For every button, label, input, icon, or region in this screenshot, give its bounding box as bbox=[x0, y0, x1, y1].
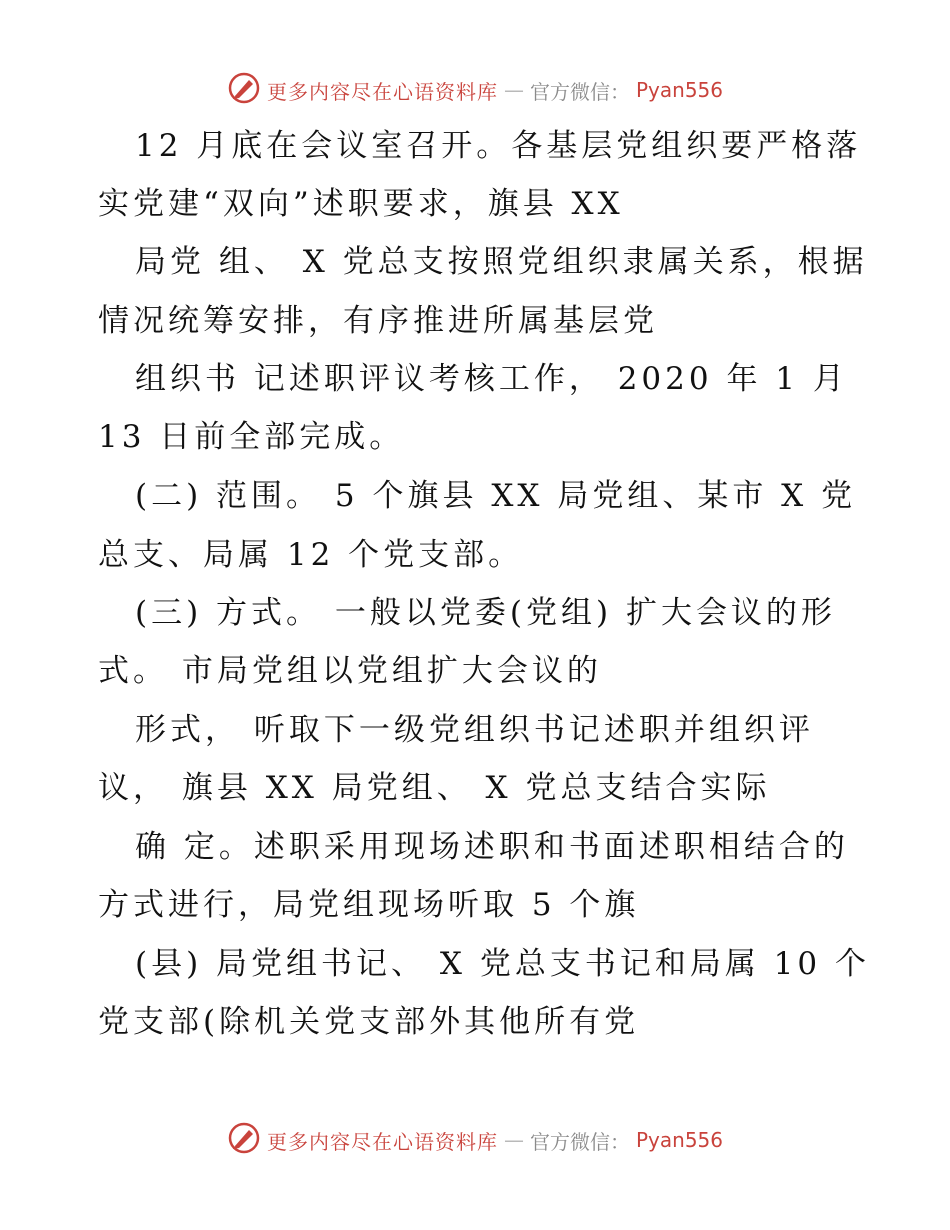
watermark-official-label: 官方微信： bbox=[529, 79, 630, 104]
text-line: 组织书 记述职评议考核工作， 2020 年 1 月 bbox=[135, 361, 848, 397]
watermark-wechat-id: Pyan556 bbox=[635, 1128, 723, 1152]
text-line: 实党建“双向”述职要求，旗县 XX bbox=[98, 186, 624, 222]
text-line: 形式， 听取下一级党组织书记述职并组织评 bbox=[135, 712, 814, 748]
text-line: 确 定。述职采用现场述职和书面述职相结合的 bbox=[135, 829, 849, 865]
text-line: 12 月底在会议室召开。各基层党组织要严格落 bbox=[135, 128, 862, 164]
text-line: (县) 局党组书记、 X 党总支书记和局属 10 个 bbox=[135, 946, 870, 982]
text-line: 13 日前全部完成。 bbox=[98, 419, 405, 455]
text-line: (二) 范围。 5 个旗县 XX 局党组、某市 X 党 bbox=[135, 478, 857, 514]
watermark-text: 更多内容尽在心语资料库 bbox=[266, 1129, 498, 1154]
text-line: 局党 组、 X 党总支按照党组织隶属关系，根据 bbox=[135, 244, 868, 280]
watermark-dash: — bbox=[503, 78, 524, 102]
text-line: 总支、局属 12 个党支部。 bbox=[98, 537, 524, 573]
text-line: 议， 旗县 XX 局党组、 X 党总支结合实际 bbox=[98, 770, 771, 806]
text-line: 党支部(除机关党支部外其他所有党 bbox=[98, 1004, 640, 1040]
footer-watermark bbox=[0, 1120, 950, 1160]
watermark-text: 更多内容尽在心语资料库 bbox=[266, 79, 498, 104]
watermark-official-label: 官方微信： bbox=[529, 1129, 630, 1154]
text-line: 式。 市局党组以党组扩大会议的 bbox=[98, 653, 602, 689]
pen-nib-logo-icon bbox=[227, 1121, 261, 1155]
text-line: 方式进行，局党组现场听取 5 个旗 bbox=[98, 887, 640, 923]
text-line: 情况统筹安排，有序推进所属基层党 bbox=[98, 303, 658, 339]
watermark-dash: — bbox=[503, 1128, 524, 1152]
watermark-wechat-id: Pyan556 bbox=[635, 78, 723, 102]
text-line: (三) 方式。 一般以党委(党组) 扩大会议的形 bbox=[135, 595, 836, 631]
